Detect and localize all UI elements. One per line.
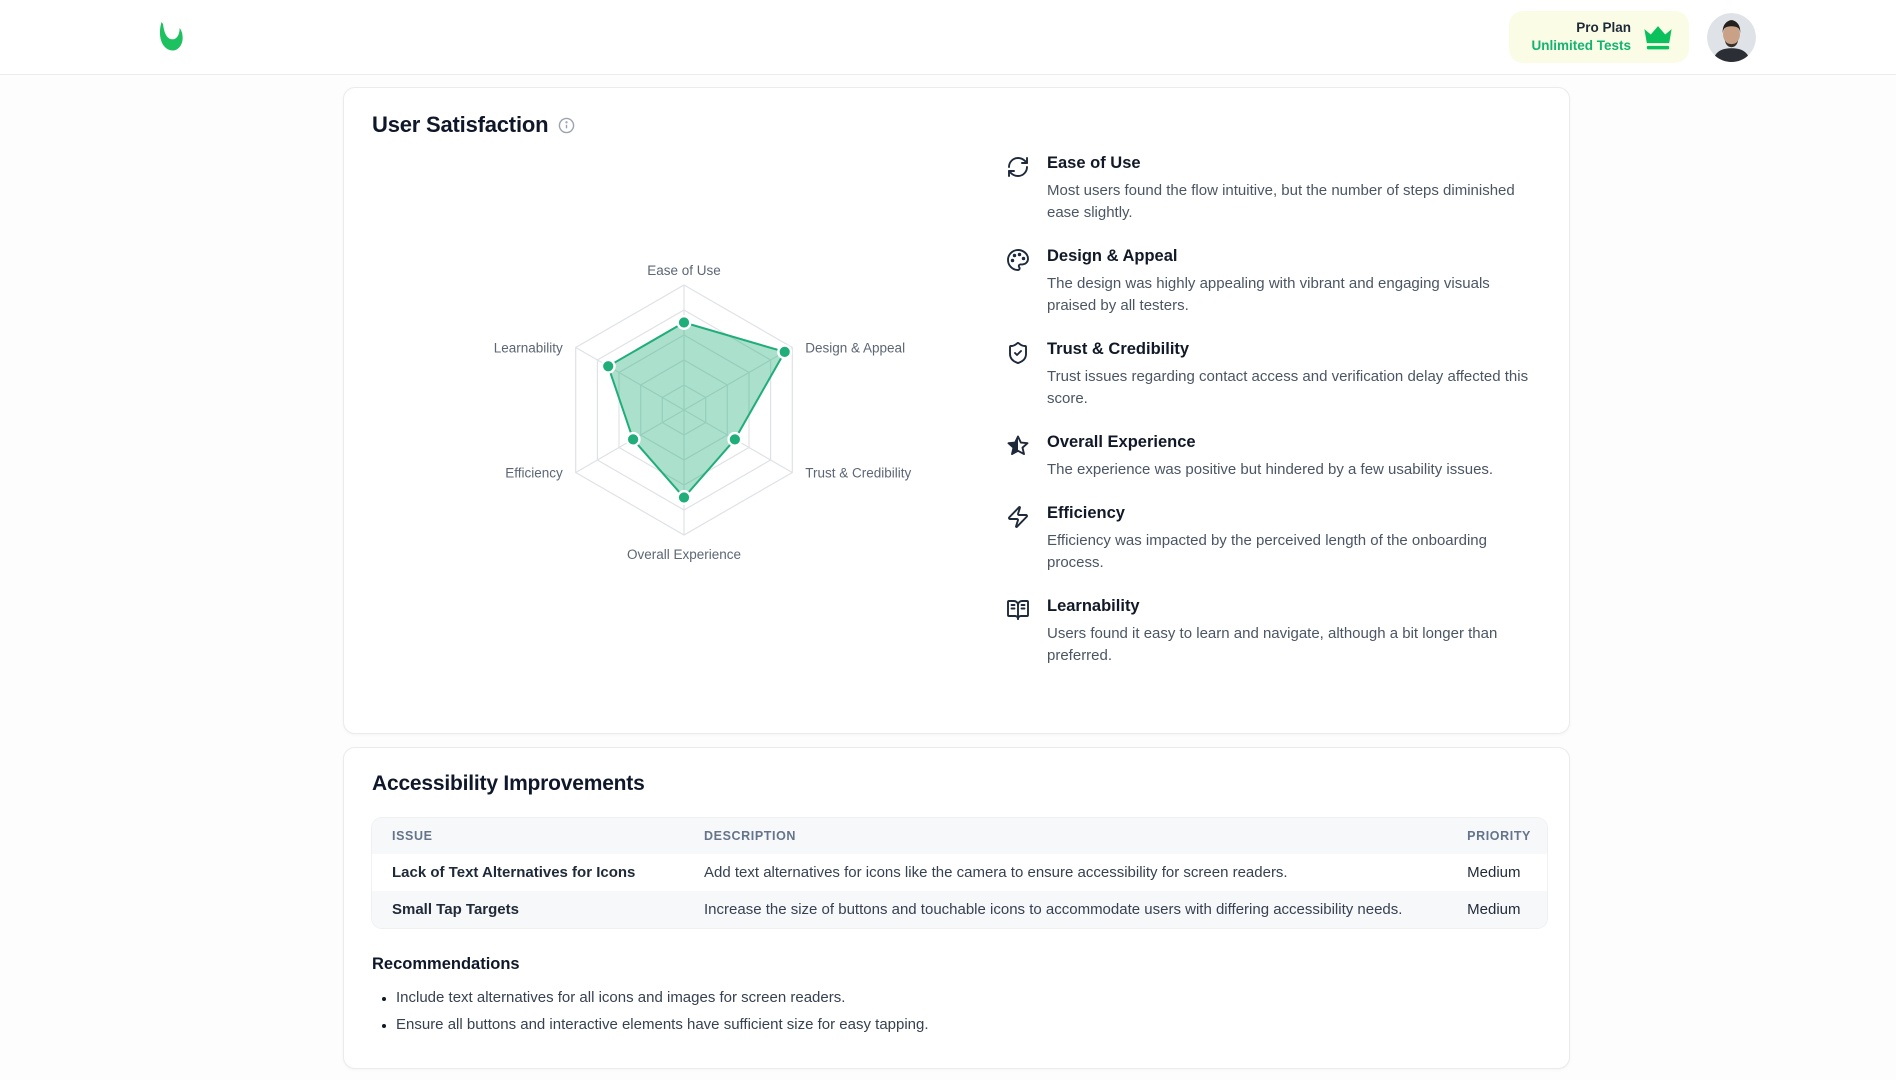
satisfaction-body: [372, 140, 1541, 691]
navbar-right: [1509, 11, 1756, 62]
accessibility-title: Accessibility Improvements: [372, 772, 645, 795]
page-title: User Satisfaction: [372, 112, 549, 137]
svg-text:Trust & Credibility: Trust & Credibility: [805, 465, 912, 481]
user-satisfaction-heading: [372, 112, 1541, 138]
aspect-title: Design & Appeal: [1047, 247, 1178, 266]
aspect-title: Efficiency: [1047, 504, 1125, 523]
issue-cell: Lack of Text Alternatives for Icons: [392, 864, 636, 881]
aspect-efficiency: [1006, 504, 1537, 574]
top-navbar: [0, 0, 1896, 75]
aspect-description: Efficiency was impacted by the perceived length of the onboarding process.: [1047, 532, 1487, 572]
star-half-icon: [1006, 434, 1030, 458]
svg-text:Learnability: Learnability: [493, 340, 563, 356]
user-avatar[interactable]: [1707, 13, 1756, 62]
aspect-description: The experience was positive but hindered by a few usability issues.: [1047, 461, 1494, 479]
plan-subtitle: Unlimited Tests: [1531, 38, 1631, 53]
radar-chart-area: [372, 140, 1006, 680]
book-open-icon: [1006, 598, 1030, 622]
aspect-title: Trust & Credibility: [1047, 340, 1190, 359]
svg-text:Efficiency: Efficiency: [505, 465, 563, 481]
aspect-title: Ease of Use: [1047, 154, 1141, 172]
aspect-text: [1047, 154, 1537, 224]
column-header-priority: PRIORITY: [1447, 818, 1547, 854]
palette-icon: [1006, 248, 1030, 272]
aspect-text: [1047, 340, 1537, 410]
avatar-image: [1707, 13, 1756, 62]
plan-badge-texts: [1531, 19, 1631, 54]
issue-cell: Small Tap Targets: [372, 891, 684, 928]
priority-cell: Medium: [1467, 864, 1521, 881]
aspect-learnability: [1006, 597, 1537, 667]
brand-logo-icon[interactable]: [155, 19, 185, 55]
plan-badge[interactable]: [1509, 11, 1689, 62]
user-satisfaction-card: [343, 87, 1570, 734]
aspect-ease-of-use: [1006, 154, 1537, 224]
aspect-description: Trust issues regarding contact access and verification delay affected this score.: [1047, 368, 1529, 408]
svg-text:Overall Experience: Overall Experience: [626, 547, 742, 562]
aspect-text: [1047, 597, 1537, 667]
description-cell: Increase the size of buttons and touchable icons to accommodate users with differing accessibility needs.: [684, 891, 1447, 928]
recommendations-list: [372, 987, 1541, 1036]
shield-check-icon: [1006, 341, 1030, 365]
aspect-text: [1047, 504, 1537, 574]
priority-cell: Medium: [1447, 891, 1547, 928]
column-header-description: DESCRIPTION: [684, 818, 1447, 854]
refresh-icon: [1006, 155, 1030, 179]
description-cell: Add text alternatives for icons like the camera to ensure accessibility for screen readers.: [704, 864, 1288, 881]
accessibility-card: [343, 747, 1570, 1069]
zap-icon: [1006, 505, 1030, 529]
aspect-description: Users found it easy to learn and navigate, although a bit longer than preferred.: [1047, 625, 1498, 665]
table-row: [372, 854, 1547, 891]
info-icon[interactable]: [558, 117, 575, 134]
table-row: [372, 891, 1547, 928]
aspect-text: [1047, 433, 1493, 481]
aspect-title: Overall Experience: [1047, 433, 1196, 452]
svg-text:Design & Appeal: Design & Appeal: [805, 340, 906, 356]
aspect-trust-credibility: [1006, 340, 1537, 410]
column-header-issue: ISSUE: [372, 818, 684, 854]
aspect-title: Learnability: [1047, 597, 1140, 616]
aspect-design-appeal: [1006, 247, 1537, 317]
aspect-overall-experience: [1006, 433, 1537, 481]
recommendations-heading: Recommendations: [372, 955, 520, 973]
recommendation-item: • Ensure all buttons and interactive elements have sufficient size for easy tapping.: [396, 1014, 1541, 1037]
plan-name: Pro Plan: [1576, 20, 1631, 36]
aspect-description: Most users found the flow intuitive, but the number of steps diminished ease slightly.: [1047, 182, 1515, 222]
aspect-description: The design was highly appealing with vibrant and engaging visuals praised by all testers.: [1047, 275, 1490, 315]
aspect-text: [1047, 247, 1537, 317]
radar-chart: [372, 192, 1006, 672]
crown-icon: [1641, 22, 1675, 52]
table-header: [372, 818, 1547, 854]
aspects-list: [1006, 140, 1541, 691]
recommendation-item: • Include text alternatives for all icons and images for screen readers.: [396, 987, 1541, 1010]
svg-text:Ease of Use: Ease of Use: [647, 263, 721, 278]
accessibility-heading: [372, 772, 1541, 796]
accessibility-table: [372, 818, 1547, 928]
